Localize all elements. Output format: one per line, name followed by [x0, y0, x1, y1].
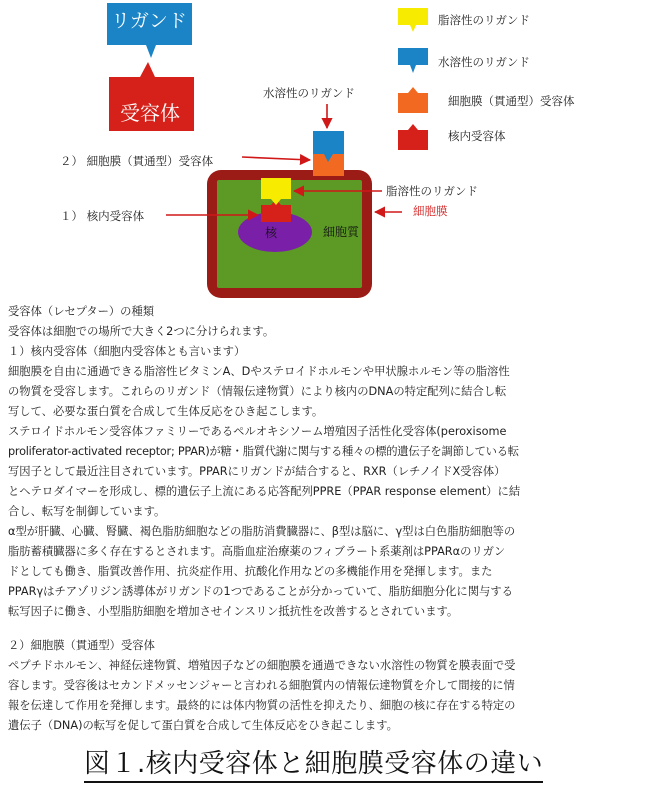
membrane-receptor-label: ２） 細胞膜（貫通型）受容体 [60, 154, 214, 168]
text-line: ステロイドホルモン受容体ファミリーであるペルオキシソーム増殖因子活性化受容体(peroxisome [8, 425, 507, 438]
text-line: とヘテロダイマーを形成し、標的遺伝子上流にある応答配列PPRE（PPAR response element）に結 [8, 485, 521, 498]
text-line: 容します。受容後はセカンドメッセンジャーと言われる細胞質内の情報伝達物質を介して間接的に情 [8, 679, 515, 692]
text-line: 転写因子に働き、小型脂肪細胞を増加させインスリン抵抗性を改善するとされています。 [8, 605, 459, 618]
cell-membrane-label: 細胞膜 [413, 204, 448, 218]
text-line: ２）細胞膜（貫通型）受容体 [8, 639, 155, 652]
legend-swatch-nuclear-receptor [398, 124, 428, 150]
text-line: proliferator-activated receptor; PPAR)が糖・脂質代謝に関与する種々の標的遺伝子を調節している転 [8, 445, 519, 458]
text-line: ドとしても働き、脂質改善作用、抗炎症作用、抗酸化作用などの多機能作用を発揮します。また [8, 565, 493, 578]
text-line: 報を伝達して作用を発揮します。最終的には体内物質の活性を抑えたり、細胞の核に存在する特定の [8, 699, 516, 712]
text-block-membrane [8, 636, 653, 736]
text-line: 細胞膜を自由に通過できる脂溶性ビタミンA、Dやステロイドホルモンや甲状腺ホルモン等の脂溶性 [8, 365, 510, 378]
text-line: の物質を受容します。これらのリガンド（情報伝達物質）により核内のDNAの特定配列に結合し転 [8, 385, 507, 398]
text-line: 合し、転写を制御しています。 [8, 505, 166, 518]
text-line: 写して、必要な蛋白質を合成して生体反応をひき起こします。 [8, 405, 324, 418]
water-ligand-label: 水溶性のリガンド [263, 86, 355, 100]
legend-swatch-membrane-receptor [398, 87, 428, 113]
text-line: 遺伝子（DNA)の転写を促して蛋白質を合成して生体反応をひき起こします。 [8, 719, 398, 732]
text-line: PPARγはチアゾリジン誘導体がリガンドの1つであることが分かっていて、脂肪細胞分化に関与する [8, 585, 513, 598]
legend-label-water-ligand: 水溶性のリガンド [438, 55, 530, 69]
nucleus-label: 核 [264, 226, 278, 240]
legend [398, 8, 575, 150]
text-line: 受容体は細胞での場所で大きく2つに分けられます。 [8, 325, 275, 338]
lipid-ligand-label: 脂溶性のリガンド [386, 184, 478, 198]
ligand-block-label: リガンド [111, 10, 187, 32]
receptor-block-label: 受容体 [120, 101, 180, 125]
legend-swatch-water-ligand [398, 48, 428, 73]
legend-label-lipid-ligand: 脂溶性のリガンド [438, 13, 530, 27]
nuclear-receptor-label: １） 核内受容体 [60, 209, 145, 223]
text-line: 写因子として最近注目されています。PPARにリガンドが結合すると、RXR（レチノイドX受容体） [8, 465, 506, 478]
legend-label-nuclear-receptor: 核内受容体 [448, 129, 506, 143]
text-block-nuclear [8, 302, 653, 622]
text-line: 受容体（レセプター）の種類 [8, 305, 155, 318]
text-line: 脂肪蓄積臓器に多く存在するとされます。高脂血症治療薬のフィブラート系薬剤はPPARαのリガン [8, 545, 506, 558]
text-line: １）核内受容体（細胞内受容体とも言います） [8, 345, 246, 358]
legend-label-membrane-receptor: 細胞膜（貫通型）受容体 [448, 94, 575, 108]
figure-caption: 図１.核内受容体と細胞膜受容体の違い [84, 748, 543, 783]
receptor-diagram [0, 0, 655, 305]
text-line: ペプチドホルモン、神経伝達物質、増殖因子などの細胞膜を通過できない水溶性の物質を膜表面で受 [8, 659, 516, 672]
text-line: α型が肝臓、心臓、腎臓、褐色脂肪細胞などの脂肪消費臓器に、β型は脳に、γ型は白色脂肪細胞等の [8, 525, 516, 538]
cytoplasm-label: 細胞質 [322, 225, 360, 239]
legend-swatch-lipid-ligand [398, 8, 428, 32]
arrow-membrane-receptor [242, 157, 310, 160]
